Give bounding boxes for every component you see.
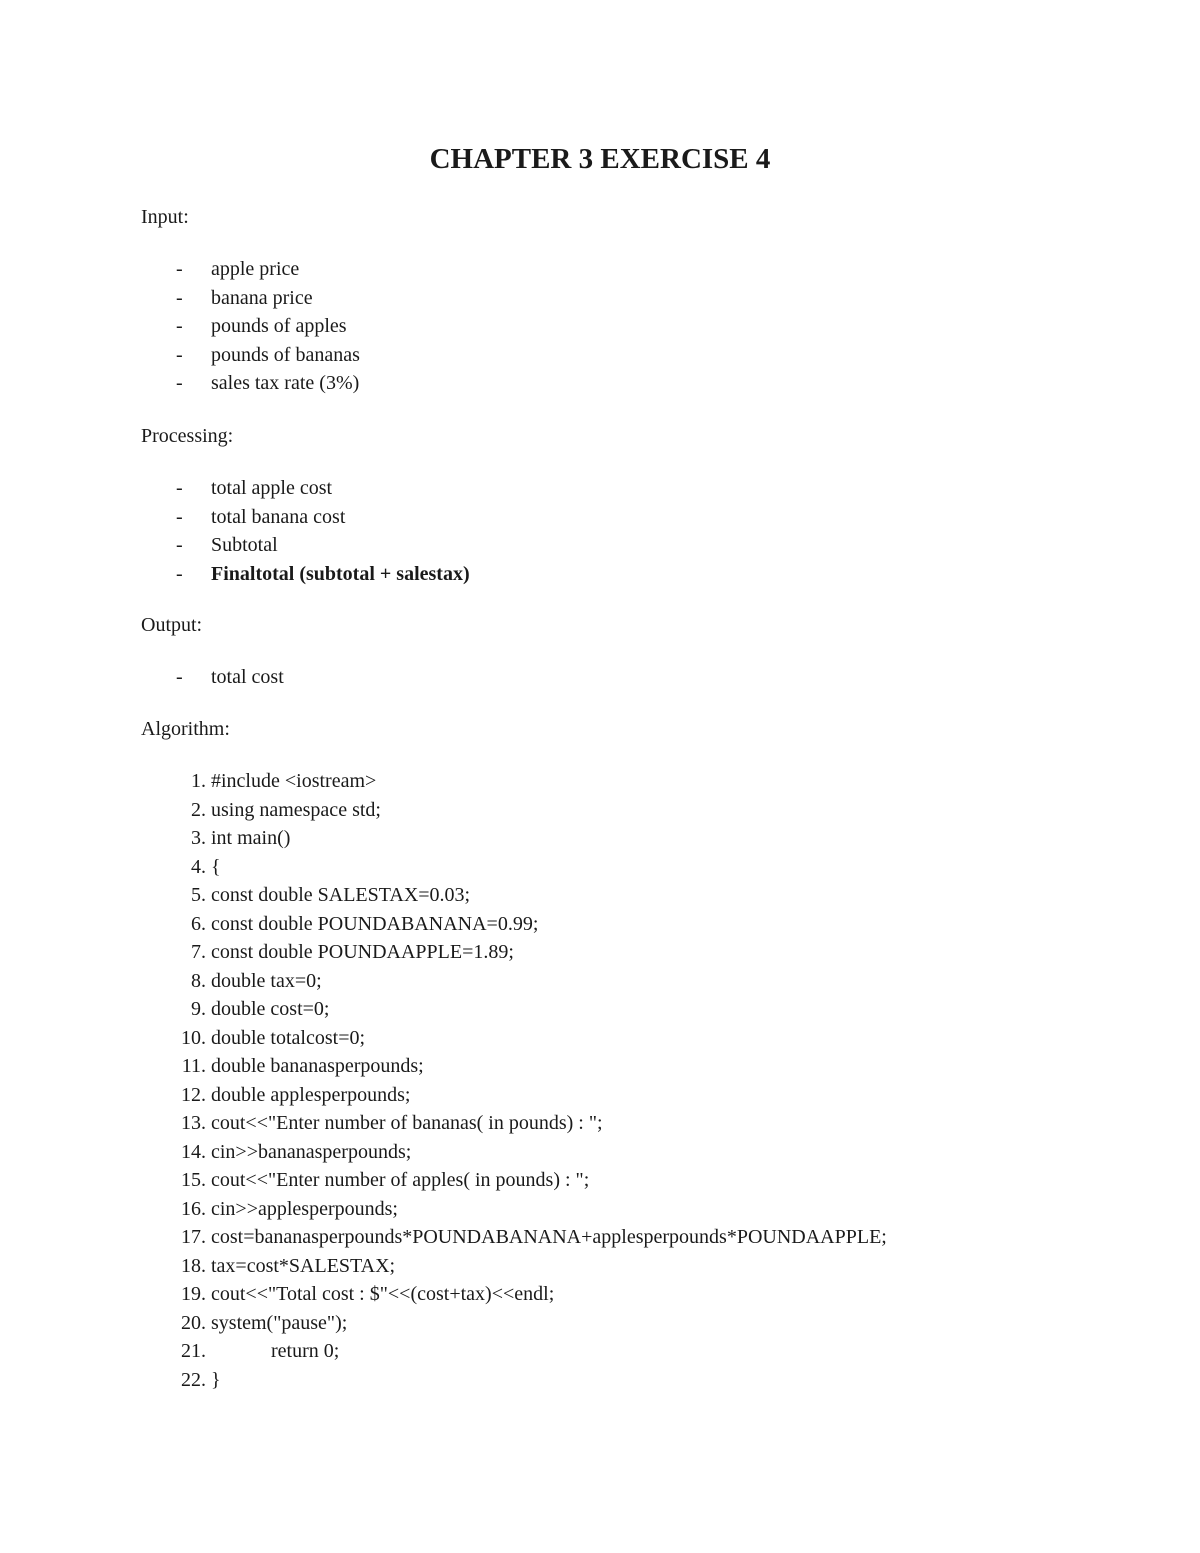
line-number: 17. [181,1226,206,1248]
list-bullet: - [176,286,183,309]
list-bullet: - [176,477,183,499]
code-text: } [211,1368,221,1391]
line-number: 15. [181,1169,206,1191]
list-item [0,503,1200,532]
line-number: 2. [191,798,206,821]
code-line [0,967,1200,996]
list-bullet: - [176,343,183,366]
code-line [0,1052,1200,1081]
line-number: 18. [181,1254,206,1277]
code-line [0,1309,1200,1338]
input-item-text: apple price [211,258,300,280]
code-line [0,796,1200,825]
code-line [0,1195,1200,1224]
line-number: 6. [191,912,206,935]
input-item-text: banana price [211,286,313,309]
code-text: cin>>applesperpounds; [211,1197,398,1220]
code-text: double applesperpounds; [211,1083,411,1106]
line-number: 11. [181,1055,206,1077]
code-text: double tax=0; [211,969,322,992]
line-number: 5. [191,884,206,906]
line-number: 16. [181,1197,206,1220]
code-line [0,910,1200,939]
line-number: 4. [191,855,206,878]
code-text: cout<<"Enter number of bananas( in pounds) : "; [211,1112,603,1134]
input-item-text: pounds of bananas [211,343,360,366]
line-number: 3. [191,827,206,849]
code-line [0,995,1200,1024]
line-number: 9. [191,998,206,1020]
list-item [0,284,1200,313]
code-text: const double POUNDAAPPLE=1.89; [211,941,514,963]
line-number: 7. [191,941,206,963]
line-number: 21. [181,1340,206,1362]
code-line [0,938,1200,967]
line-number: 10. [181,1026,206,1049]
list-bullet: - [176,534,183,556]
list-bullet: - [176,258,183,280]
output-heading: Output: [141,614,203,636]
code-line [0,853,1200,882]
list-item [0,312,1200,341]
output-list [0,663,1200,692]
page-title: CHAPTER 3 EXERCISE 4 [429,143,771,175]
code-text: return 0; [211,1340,340,1362]
code-text: cost=bananasperpounds*POUNDABANANA+applesperpounds*POUNDAAPPLE; [211,1226,887,1248]
processing-item-text: total apple cost [211,477,333,499]
code-text: const double POUNDABANANA=0.99; [211,912,539,935]
code-line [0,767,1200,796]
code-text: cout<<"Total cost : $"<<(cost+tax)<<endl; [211,1283,555,1305]
code-text: cout<<"Enter number of apples( in pounds) : "; [211,1169,590,1191]
list-item [0,369,1200,398]
code-text: double bananasperpounds; [211,1055,424,1077]
code-line [0,1109,1200,1138]
code-line [0,1138,1200,1167]
line-number: 8. [191,969,206,992]
input-list [0,255,1200,398]
code-line [0,824,1200,853]
list-bullet: - [176,505,183,528]
list-item [0,531,1200,560]
code-line [0,1280,1200,1309]
processing-list [0,474,1200,588]
code-line [0,1223,1200,1252]
list-item [0,341,1200,370]
code-text: double cost=0; [211,998,330,1020]
code-text: #include <iostream> [211,770,377,792]
code-text: tax=cost*SALESTAX; [211,1254,396,1277]
processing-item-text: total banana cost [211,505,346,528]
code-line [0,1366,1200,1395]
input-item-text: sales tax rate (3%) [211,372,360,394]
code-text: cin>>bananasperpounds; [211,1140,412,1163]
code-line [0,1337,1200,1366]
list-item [0,255,1200,284]
line-number: 14. [181,1140,206,1163]
line-number: 19. [181,1283,206,1305]
list-item [0,474,1200,503]
processing-item-text: Subtotal [211,534,278,556]
code-line [0,881,1200,910]
line-number: 22. [181,1368,206,1391]
list-item [0,663,1200,692]
input-heading: Input: [141,206,189,228]
line-number: 13. [181,1112,206,1134]
list-bullet: - [176,666,183,688]
code-text: const double SALESTAX=0.03; [211,884,471,906]
code-text: using namespace std; [211,798,381,821]
code-text: int main() [211,827,291,849]
list-bullet: - [176,372,183,394]
line-number: 12. [181,1083,206,1106]
code-text: { [211,855,221,878]
list-bullet: - [176,562,183,585]
output-item-text: total cost [211,666,284,688]
code-line [0,1024,1200,1053]
processing-heading: Processing: [141,425,234,447]
code-line [0,1166,1200,1195]
line-number: 20. [181,1311,206,1334]
code-text: system("pause"); [211,1311,348,1334]
algorithm-list [0,767,1200,1394]
line-number: 1. [191,770,206,792]
processing-item-text-bold: Finaltotal (subtotal + salestax) [211,562,470,585]
algorithm-heading: Algorithm: [141,718,230,740]
code-line [0,1081,1200,1110]
code-text: double totalcost=0; [211,1026,366,1049]
input-item-text: pounds of apples [211,315,347,337]
list-bullet: - [176,315,183,337]
list-item [0,560,1200,589]
code-line [0,1252,1200,1281]
